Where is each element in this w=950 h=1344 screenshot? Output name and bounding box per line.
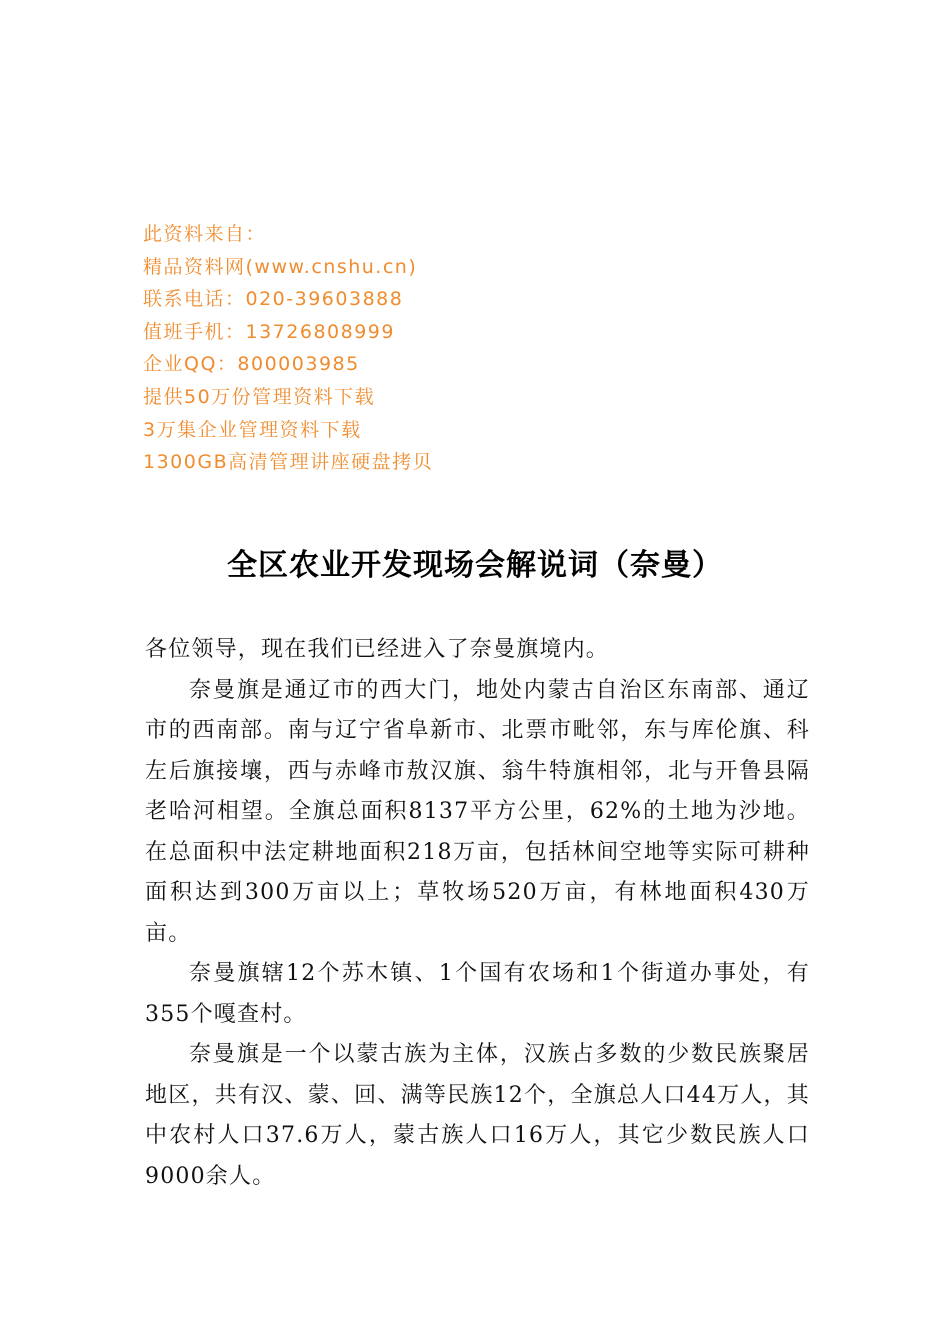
source-line-offer-2: 3万集企业管理资料下载: [143, 418, 362, 441]
document-body: [145, 630, 810, 1197]
paragraph-location: 奈曼旗是通辽市的西大门，地处内蒙古自治区东南部、通辽市的西南部。南与辽宁省阜新市、北票市毗邻，东与库伦旗、科左后旗接壤，西与赤峰市敖汉旗、翁牛特旗相邻，北与开鲁县隔老哈河相望。全旗总面积8137平方公里，62%的土地为沙地。在总面积中法定耕地面积218万亩，包括林间空地等实际可耕种面积达到300万亩以上；草牧场520万亩，有林地面积430万亩。: [145, 677, 810, 946]
source-line-qq: 企业QQ：800003985: [143, 353, 360, 376]
paragraph-administration: 奈曼旗辖12个苏木镇、1个国有农场和1个街道办事处，有355个嘎查村。: [145, 961, 810, 1027]
source-line-origin: 此资料来自：: [143, 223, 267, 245]
document-title: 全区农业开发现场会解说词（奈曼）: [227, 548, 723, 583]
paragraph-greeting: 各位领导，现在我们已经进入了奈曼旗境内。: [145, 637, 610, 662]
source-line-mobile: 值班手机：13726808999: [143, 320, 395, 343]
source-line-phone: 联系电话：020-39603888: [143, 288, 404, 311]
source-line-offer-3: 1300GB高清管理讲座硬盘拷贝: [143, 451, 434, 474]
source-info-block: [143, 218, 603, 479]
source-line-website: 精品资料网(www.cnshu.cn): [143, 255, 418, 278]
source-line-offer-1: 提供50万份管理资料下载: [143, 385, 376, 408]
paragraph-population: 奈曼旗是一个以蒙古族为主体，汉族占多数的少数民族聚居地区，共有汉、蒙、回、满等民族12个，全旗总人口44万人，其中农村人口37.6万人，蒙古族人口16万人，其它少数民族人口9000余人。: [145, 1042, 810, 1189]
